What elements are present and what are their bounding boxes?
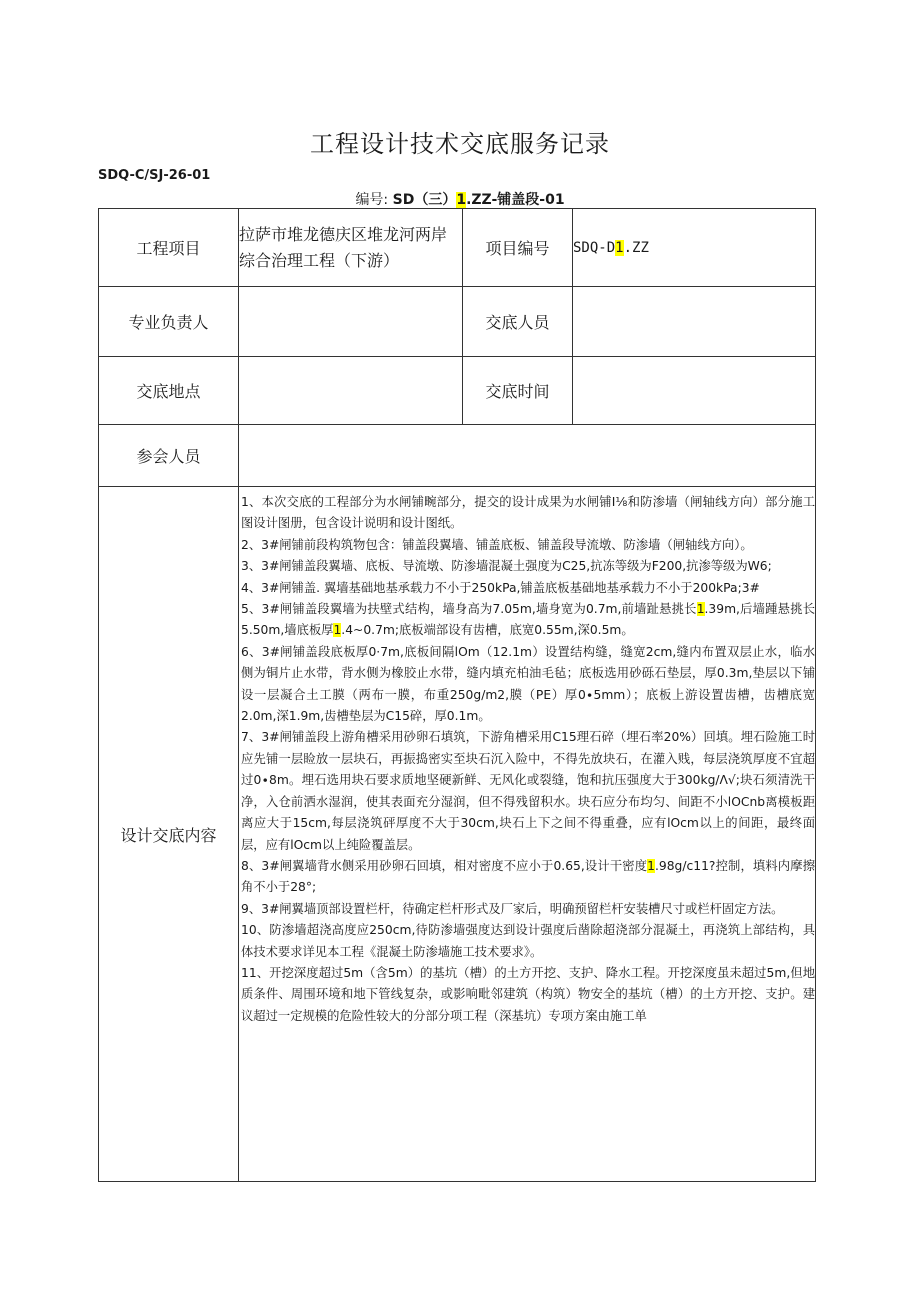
- highlight-mark: 1: [696, 602, 705, 617]
- briefing-form-table: [98, 208, 816, 1182]
- time-value: [573, 357, 816, 425]
- content-label: 设计交底内容: [99, 487, 239, 1182]
- lead-label: 专业负责人: [99, 287, 239, 357]
- content-item-2: 2、3#闸铺前段构筑物包含：铺盖段翼墙、铺盖底板、铺盖段导流墩、防渗墙（闸轴线方向）。: [241, 537, 753, 552]
- content-text: .4~0.7m;底板端部设有齿槽，底宽0.55m,深0.5m。: [341, 623, 634, 638]
- serial-highlight: 1: [456, 192, 467, 208]
- content-item-3: 3、3#闸铺盖段翼墙、底板、导流墩、防渗墙混凝土强度为C25,抗冻等级为F200,抗渗等级为W6;: [241, 559, 772, 574]
- content-item-9: 9、3#闸翼墙顶部设置栏杆，待确定栏杆形式及厂家后，明确预留栏杆安装槽尺寸或栏杆固定方法。: [241, 901, 784, 916]
- lead-value: [239, 287, 463, 357]
- table-row: [99, 209, 816, 287]
- serial-prefix: 编号:: [355, 192, 393, 208]
- highlight-mark: 1: [333, 623, 342, 638]
- content-item-6: 6、3#闸铺盖段底板厚0·7m,底板间隔lOm（12.1m）设置结构缝，缝宽2cm,缝内布置双层止水，临水侧为铜片止水带，背水侧为橡胶止水带，缝内填充柏油毛毡；底板选用砂砾石垫层，厚0.3m,垫层以下铺设一层凝合土工膜（两布一膜，布重250g∕m2,膜（PE）厚0∙5mm）；底板上游设置齿槽，齿槽底宽2.0m,深1.9m,齿槽垫层为C15碎，厚0.1m。: [241, 644, 815, 724]
- content-item-11: 11、开挖深度超过5m（含5m）的基坑（槽）的土方开挖、支护、降水工程。开挖深度虽未超过5m,但地质条件、周围环境和地下管线复杂，或影响毗邻建筑（构筑）物安全的基坑（槽）的土方开挖、支护。建议超过一定规模的危险性较大的分部分项工程（深基坑）专项方案由施工单: [241, 965, 815, 1023]
- time-label: 交底时间: [463, 357, 573, 425]
- content-text: .39m,后墙踵悬挑长5.50m,墙底板厚: [241, 602, 815, 638]
- attendees-value: [239, 425, 816, 487]
- serial-part3: -铺盖段-01: [491, 192, 565, 208]
- table-row: [99, 487, 816, 1182]
- content-item-10: 10、防渗墙超浇高度应250cm,待防渗墙强度达到设计强度后凿除超浇部分混凝土，再浇筑上部结构，具体技术要求详见本工程《混凝土防渗墙施工技术要求》。: [241, 923, 815, 959]
- content-item-4: 4、3#闸铺盖. 翼墙基础地基承载力不小于250kPa,铺盖底板基础地基承载力不小于200kPa;3#: [241, 580, 760, 595]
- content-text: 8、3#闸翼墙背水侧采用砂卵石回填，相对密度不应小于0.65,设计干密度: [241, 858, 648, 873]
- project-no-suffix: .ZZ: [623, 239, 649, 256]
- briefer-label: 交底人员: [463, 287, 573, 357]
- content-text: 5、3#闸铺盖段翼墙为扶壁式结构，墙身高为7.05m,墙身宽为0.7m,前墙趾悬挑长: [241, 602, 697, 617]
- document-code: SDQ-C/SJ-26-01: [98, 168, 211, 183]
- serial-part1: SD（三）: [392, 192, 457, 208]
- table-row: [99, 425, 816, 487]
- project-no-cell: [573, 209, 816, 287]
- project-no-label: 项目编号: [463, 209, 573, 287]
- serial-number: [0, 189, 920, 209]
- serial-part2: .ZZ: [466, 192, 492, 208]
- content-item-7: 7、3#闸铺盖段上游角槽采用砂卵石填筑，下游角槽采用C15理石碎（埋石率20%）回填。埋石险施工时应先铺一层睑放一层块石，再振捣密实至块石沉入险中，不得先放块石，在灌入贱，每层浇筑厚度不宜超过0∙8m。埋石选用块石要求质地坚硬新鲜、无风化或裂缝，饱和抗压强度大于300kg∕Λ√;块石须清洗干净，入仓前洒水湿润，使其表面充分湿润，但不得残留积水。块石应分布均匀、间距不小lOCnb离模板距离应大于15cm,每层浇筑砰厚度不大于30cm,块石上下之间不得重叠，应有lOcm以上的间距，最终面层，应有lOcm以上纯险覆盖层。: [241, 730, 815, 852]
- briefing-content: [239, 487, 816, 1182]
- table-row: [99, 287, 816, 357]
- table-row: [99, 357, 816, 425]
- briefer-value: [573, 287, 816, 357]
- content-item-5: [241, 599, 815, 642]
- page-title: 工程设计技术交底服务记录: [310, 130, 610, 158]
- highlight-mark: 1: [647, 858, 655, 873]
- place-value: [239, 357, 463, 425]
- project-label: 工程项目: [99, 209, 239, 287]
- project-no-prefix: SDQ-D: [573, 239, 616, 256]
- project-no-highlight: 1: [615, 239, 624, 256]
- content-item-1: 1、本次交底的工程部分为水闸铺畹部分，提交的设计成果为水闸铺I⅛和防渗墙（闸轴线方向）部分施工图设计图册，包含设计说明和设计图纸。: [241, 495, 815, 531]
- content-item-8: [241, 856, 815, 899]
- content-text: .98g∕c11?控制，填料内摩擦角不小于28°;: [241, 858, 815, 895]
- attendees-label: 参会人员: [99, 425, 239, 487]
- place-label: 交底地点: [99, 357, 239, 425]
- project-name-cell: 拉萨市堆龙德庆区堆龙河两岸综合治理工程（下游）: [239, 209, 463, 287]
